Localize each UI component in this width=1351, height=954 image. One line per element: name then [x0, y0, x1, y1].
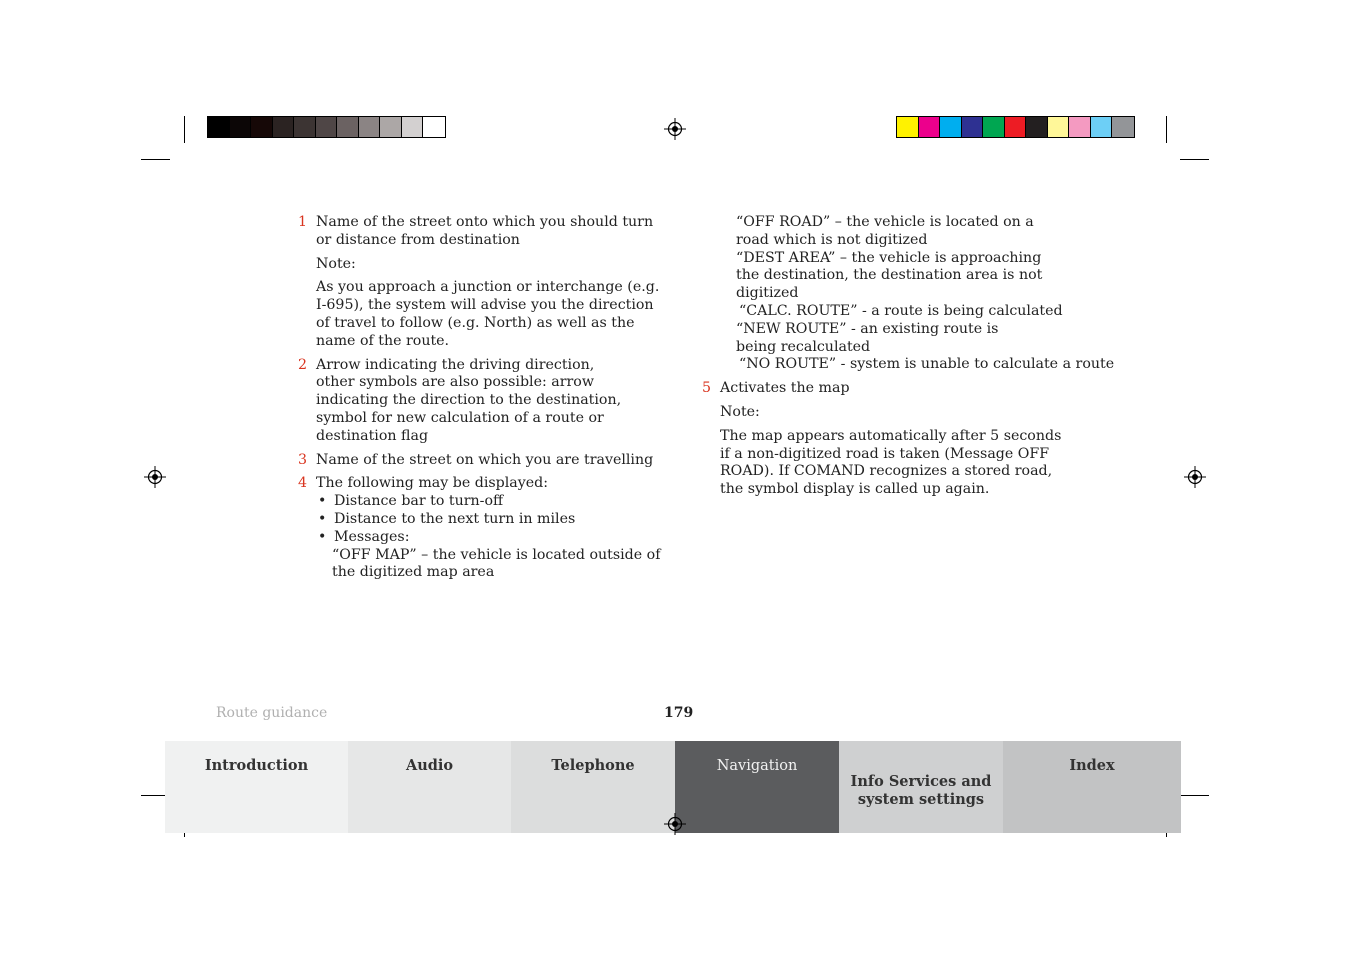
tab-info-services[interactable]: Info Services and system settings — [839, 741, 1003, 833]
message-text: “NEW ROUTE” - an existing route is being recalculated — [736, 320, 999, 355]
registration-mark-icon — [664, 118, 686, 140]
message-text: “OFF ROAD” – the vehicle is located on a road which is not digitized — [736, 214, 1034, 248]
crop-mark — [184, 116, 185, 143]
tab-telephone[interactable]: Telephone — [511, 741, 675, 833]
section-name: Route guidance — [216, 705, 328, 721]
crop-mark — [1180, 795, 1209, 796]
bullet-icon: • — [318, 493, 327, 510]
color-swatch — [919, 117, 941, 137]
note-text: The map appears automatically after 5 seconds if a non-digitized road is taken (Message OFF ROAD). If COMAND recognizes a stored road, the symbol display is called up again. — [720, 427, 1062, 498]
list-item-5 — [702, 380, 1082, 499]
item-text: Name of the street onto which you should turn or distance from destination — [316, 214, 654, 248]
color-swatch — [962, 117, 984, 137]
tab-index[interactable]: Index — [1003, 741, 1181, 833]
color-swatch — [897, 117, 919, 137]
gray-swatch — [294, 117, 316, 137]
registration-mark-icon — [664, 813, 686, 835]
gray-swatch — [380, 117, 402, 137]
page-number: 179 — [664, 705, 694, 721]
tab-introduction[interactable]: Introduction — [165, 741, 348, 833]
color-swatch — [1091, 117, 1113, 137]
gray-swatch — [208, 117, 230, 137]
message-list — [702, 214, 1115, 374]
item-number: 3 — [298, 451, 308, 468]
bullet-item: • Distance to the next turn in miles — [318, 510, 576, 527]
bullet-item: • Distance bar to turn-off — [318, 493, 504, 510]
right-column — [702, 214, 1115, 505]
item-number: 5 — [702, 380, 712, 397]
tab-navigation[interactable]: Navigation — [675, 741, 839, 833]
gray-swatch — [423, 117, 445, 137]
crop-mark — [141, 159, 170, 160]
gray-swatch — [337, 117, 359, 137]
gray-swatch — [251, 117, 273, 137]
color-swatch — [1069, 117, 1091, 137]
crop-mark — [1166, 116, 1167, 143]
bullet-item: • Messages: — [318, 528, 410, 545]
list-item-4 — [298, 475, 670, 582]
item-text: other symbols are also possible: arrow indicating the direction to the destination, symbol for new calculation of a route or destination flag — [316, 374, 622, 444]
color-swatch — [1112, 117, 1134, 137]
note-text: As you approach a junction or interchange (e.g. I-695), the system will advise you the direction of travel to follow (e.g. North) as well as the name of the route. — [316, 279, 660, 349]
gray-swatch — [359, 117, 381, 137]
color-swatch — [1026, 117, 1048, 137]
list-item-1 — [298, 214, 670, 351]
item-text: The following may be displayed: — [316, 475, 549, 492]
bullet-icon: • — [318, 528, 327, 545]
note-label: Note: — [316, 255, 356, 272]
registration-mark-icon — [1184, 466, 1206, 488]
gray-swatch — [273, 117, 295, 137]
message-text: “NO ROUTE” - system is unable to calculate a route — [739, 356, 1115, 373]
gray-swatch — [316, 117, 338, 137]
grayscale-color-bar — [207, 116, 446, 138]
item-text-line1: Arrow indicating the driving direction, — [316, 356, 595, 373]
note-label: Note: — [720, 403, 760, 420]
color-swatch — [1005, 117, 1027, 137]
gray-swatch — [230, 117, 252, 137]
list-item-3 — [298, 452, 670, 470]
message-text: “CALC. ROUTE” - a route is being calculated — [739, 302, 1063, 319]
color-swatch — [1048, 117, 1070, 137]
gray-swatch — [402, 117, 424, 137]
item-text: Name of the street on which you are travelling — [316, 451, 654, 468]
process-color-bar — [896, 116, 1135, 138]
color-swatch — [940, 117, 962, 137]
left-column — [298, 214, 670, 588]
item-number: 4 — [298, 475, 308, 492]
color-swatch — [983, 117, 1005, 137]
item-text: Activates the map — [720, 380, 850, 397]
list-item-2 — [298, 357, 670, 446]
bullet-icon: • — [318, 510, 327, 527]
item-number: 1 — [298, 214, 308, 230]
message-text: “OFF MAP” – the vehicle is located outside of the digitized map area — [332, 546, 661, 581]
item-number: 2 — [298, 356, 308, 373]
registration-mark-icon — [144, 466, 166, 488]
tab-audio[interactable]: Audio — [348, 741, 511, 833]
crop-mark — [1180, 159, 1209, 160]
message-text: “DEST AREA” – the vehicle is approaching the destination, the destination area is not digitized — [736, 249, 1043, 302]
